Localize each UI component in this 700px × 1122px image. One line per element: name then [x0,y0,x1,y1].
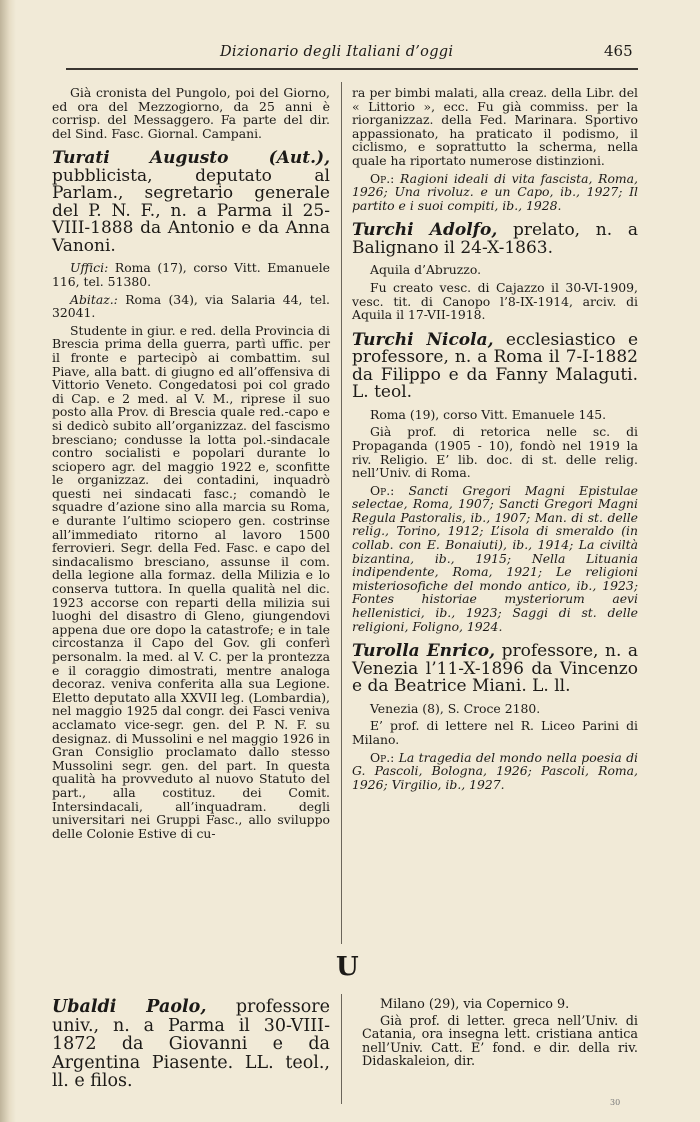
entry-biography: Già prof. di letter. greca nell’Univ. di Catania, ora insegna lett. cristiana antica nell’Univ. Catt. E’ fond. e dir. della riv. Didaskaleion, dir. [362,1014,638,1069]
entry-biography: Fu creato vesc. di Cajazzo il 30-VI-1909, vesc. tit. di Canopo l’8-IX-1914, arciv. di Aquila il 17-VII-1918. [352,279,638,323]
entry-name: Turolla Enrico, [352,641,496,662]
right-column [352,86,638,795]
page-edge-shadow [0,0,16,1122]
entry-description: prelato, n. a Balignano il 24-X-1863. [352,220,638,258]
previous-entry-tail: Già cronista del Pungolo, poi del Giorno, ed ora del Mezzogiorno, da 25 anni è corrisp. del Messaggero. Fa parte del dir. del Sind. Fasc. Giornal. Campani. [52,85,330,141]
entry-description: professore univ., n. a Parma il 30-VIII-1872 da Giovanni e da Argentina Piasente. LL. teol., ll. e filos. [52,997,330,1091]
entry-address: Abitaz.: Roma (34), via Salaria 44, tel. 32041. [52,291,330,321]
entry-name: Turchi Adolfo, [352,220,498,241]
entry-name: Ubaldi Paolo, [52,997,207,1017]
section-letter: U [336,952,359,982]
entry-biography: Già prof. di retorica nelle sc. di Propaganda (1905 - 10), fondò nel 1919 la riv. Religio. E’ lib. doc. di st. delle relig. nell’Univ. di Roma. [352,424,638,481]
column-divider-bottom [341,994,342,1104]
running-title: Dizionario degli Italiani d’oggi [220,44,454,60]
entry-heading-turchi-nicola [352,329,638,403]
entry-address: Roma (19), corso Vitt. Emanuele 145. [370,406,607,422]
entry-name: Turchi Nicola, [352,329,494,350]
page-number: 465 [604,42,633,60]
entry-address: Uffici: Roma (17), corso Vitt. Emanuele 116, tel. 51380. [52,260,330,289]
entry-heading-turolla [352,643,638,696]
entry-description: pubblicista, deputato al Parlam., segretario generale del P. N. F., n. a Parma il 25-VIII-1888 da Antonio e da Anna Vanoni. [52,165,330,256]
left-column [52,86,330,844]
entry-heading-ubaldi [52,998,330,1091]
column-divider [341,82,342,944]
entry-description: ecclesiastico e professore, n. a Roma il 7-I-1882 da Filippo e da Fanny Malaguti. L. teol. [352,329,638,403]
entry-biography-continued: ra per bimbi malati, alla creaz. della Libr. del « Littorio », ecc. Fu già commiss. per la riorganizzaz. della Fed. Marinara. Sportivo appassionato, ha praticato il podismo, il ciclismo, e soprattutto la scherma, nella quale ha riportato numerose distinzioni. [352,85,638,168]
entry-address: Venezia (8), S. Croce 2180. [370,700,541,716]
entry-name: Turati Augusto (Aut.), [52,148,330,169]
entry-address: Aquila d’Abruzzo. [370,262,482,278]
entry-works: Op.: Ragioni ideali di vita fascista, Roma, 1926; Una rivoluz. e un Capo, ib., 1927; Il partito e i suoi compiti, ib., 1928. [352,170,638,213]
entry-works: Op.: Sancti Gregori Magni Epistulae selectae, Roma, 1907; Sancti Gregori Magni Regula Pastoralis, ib., 1907; Man. di st. delle relig., Torino, 1912; L’isola di smeraldo (in collab. con E. Bonaiuti), ib., 1914; La civiltà bizantina, ib., 1915; Nella Lituania indipendente, Roma, 1921; Le religioni misteriosofiche del mondo antico, ib., 1923; Fontes historiae mysteriorum aevi hellenistici, ib., 1923; Saggi di st. delle religioni, Foligno, 1924. [352,482,638,634]
header-rule [66,68,638,70]
entry-address: Milano (29), via Copernico 9. [380,997,570,1012]
bottom-left-column [52,998,330,1097]
bottom-right-column [362,998,638,1072]
entry-works: Op.: La tragedia del mondo nella poesia di G. Pascoli, Bologna, 1926; Pascoli, Roma, 1926; Virgilio, ib., 1927. [352,749,638,792]
footer-mark: 30 [610,1098,621,1107]
entry-heading-turchi-adolfo [352,222,638,257]
entry-description: professore, n. a Venezia l’11-X-1896 da Vincenzo e da Beatrice Miani. L. ll. [352,641,639,697]
entry-heading-turati [52,150,330,255]
entry-biography: Studente in giur. e red. della Provincia di Brescia prima della guerra, partì uffic. per il fronte e partecipò ai combattim. sul Piave, alla batt. di giugno ed all’offensiva di Vittorio Veneto. Congedatosi poi col grado di Cap. e 2 med. al V. M., riprese il suo posto alla Prov. di Brescia quale red.-capo e si dedicò subito all’organizzaz. del fascismo bresciano; condusse la lotta pol.-sindacale contro socialisti e popolari durante lo sciopero agr. del maggio 1922 e, sconfitte le organizzaz. dei contadini, inquadrò questi nei sindacati fasc.; comandò le squadre d’azione sino alla marcia su Roma, e durante l’ultimo sciopero gen. costrinse all’immediato ritorno al lavoro 1500 ferrovieri. Segr. della Fed. Fasc. e capo del sindacalismo bresciano, assunse il com. della legione alla formaz. della Milizia e lo conserva tuttora. In quella qualità nel dic. 1923 accorse con reparti della milizia sui luoghi del disastro di Gleno, giungendovi appena due ore dopo la catastrofe; e in tale circostanza il Capo del Gov. gli conferì personalm. la med. al V. C. per la prontezza e il coraggio dimostrati, mentre analoga decoraz. veniva conferita alla sua Legione. Eletto deputato alla XXVII leg. (Lombardia), nel maggio 1925 dal congr. dei Fasci veniva acclamato vice-segr. gen. del P. N. F. su designaz. di Mussolini e nel maggio 1926 in Gran Consiglio proclamato dallo stesso Mussolini segr. gen. del part. In questa qualità ha provveduto al nuovo Statuto del part., alla costituz. dei Comit. Intersindacali, all’inquadram. degli universitari nei Gruppi Fasc., allo sviluppo delle Colonie Estive di cu- [52,322,330,841]
entry-biography: E’ prof. di lettere nel R. Liceo Parini di Milano. [352,718,638,747]
